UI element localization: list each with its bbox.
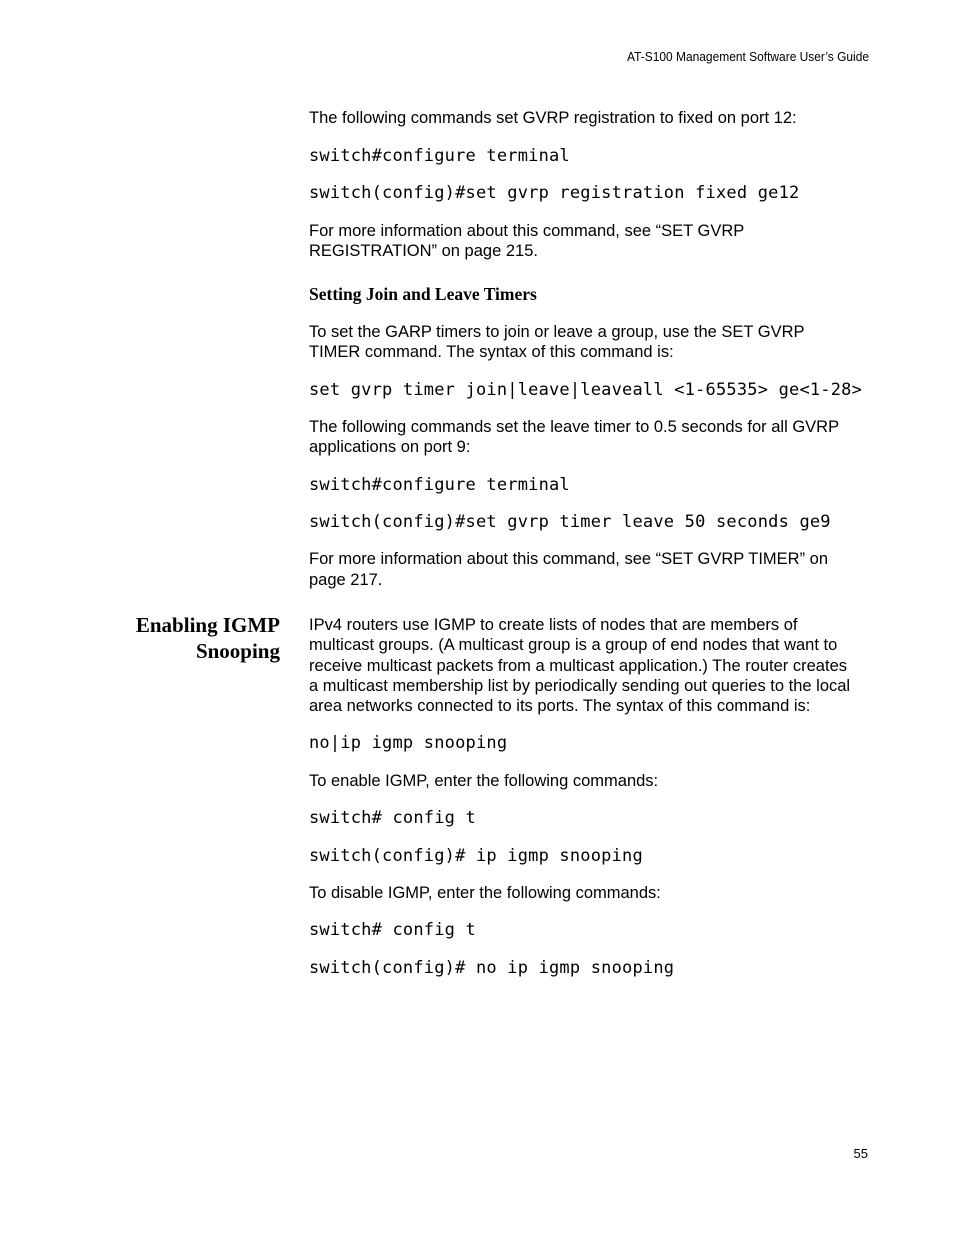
paragraph-text: To set the GARP timers to join or leave a group, use the SET GVRP: [309, 323, 805, 341]
syntax-code: no|ip igmp snooping: [309, 733, 508, 753]
heading-line: Enabling IGMP: [135, 613, 280, 637]
code-line: switch(config)# ip igmp snooping: [309, 846, 643, 866]
more-info-text: For more information about this command, see “SET GVRP TIMER” on: [309, 550, 829, 568]
paragraph-text: a multicast membership list by periodically sending out queries to the local: [309, 677, 851, 695]
code-line: switch#configure terminal: [309, 475, 570, 495]
paragraph-text: multicast groups. (A multicast group is a group of end nodes that want to: [309, 636, 838, 654]
paragraph-text: IPv4 routers use IGMP to create lists of nodes that are members of: [309, 616, 798, 634]
code-line: switch(config)# no ip igmp snooping: [309, 958, 675, 978]
more-info-text: For more information about this command, see “SET GVRP: [309, 222, 745, 240]
code-line: switch(config)#set gvrp timer leave 50 seconds ge9: [309, 512, 831, 532]
paragraph-text: To enable IGMP, enter the following commands:: [309, 772, 659, 790]
code-line: switch#configure terminal: [309, 146, 570, 166]
running-header: AT-S100 Management Software User’s Guide: [627, 49, 869, 64]
paragraph-text: The following commands set the leave timer to 0.5 seconds for all GVRP: [309, 418, 840, 436]
heading-line: Snooping: [195, 639, 280, 663]
more-info-text: REGISTRATION” on page 215.: [309, 242, 538, 260]
gvrp-registration-intro: The following commands set GVRP registration to fixed on port 12:: [309, 109, 797, 127]
paragraph-text: area networks connected to its ports. The syntax of this command is:: [309, 697, 811, 715]
syntax-code: set gvrp timer join|leave|leaveall <1-65535> ge<1-28>: [309, 380, 863, 400]
code-line: switch# config t: [309, 808, 476, 828]
subheading-join-leave-timers: Setting Join and Leave Timers: [309, 284, 537, 304]
more-info-text: page 217.: [309, 571, 383, 589]
section-heading-igmp-snooping: [136, 612, 280, 664]
page-number: 55: [853, 1146, 868, 1161]
code-line: switch(config)#set gvrp registration fixed ge12: [309, 183, 800, 203]
paragraph-text: TIMER command. The syntax of this command is:: [309, 343, 674, 361]
paragraph-text: To disable IGMP, enter the following commands:: [309, 884, 661, 902]
code-line: switch# config t: [309, 920, 476, 940]
paragraph-text: applications on port 9:: [309, 438, 471, 456]
paragraph-text: receive multicast packets from a multicast application.) The router creates: [309, 657, 847, 675]
